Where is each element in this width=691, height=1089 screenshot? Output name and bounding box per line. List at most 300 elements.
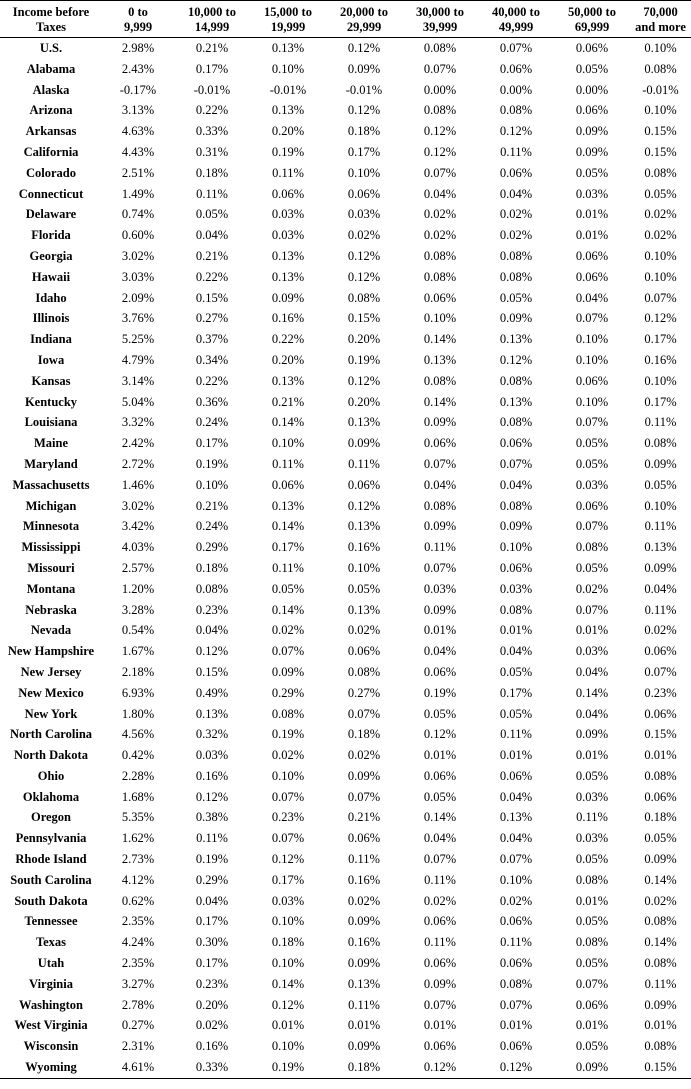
value-cell: 0.07% (423, 852, 457, 867)
value-cell: 0.05% (499, 290, 533, 305)
value-cell: 2.31% (121, 1039, 155, 1054)
value-cell: 0.01% (347, 1018, 381, 1033)
state-name: Connecticut (18, 186, 84, 201)
value-cell: 0.05% (575, 165, 609, 180)
value-cell: 0.15% (644, 124, 677, 139)
value-cell: 0.08% (499, 976, 533, 991)
state-name: Hawaii (31, 269, 71, 284)
value-cell: 1.68% (121, 789, 155, 804)
value-cell: 3.13% (121, 103, 155, 118)
table-row (0, 80, 691, 101)
value-cell: 1.62% (121, 831, 155, 846)
value-cell: 0.07% (499, 997, 533, 1012)
value-cell: 0.04% (644, 581, 677, 596)
value-cell: 0.02% (644, 893, 677, 908)
header-line: 49,999 (498, 20, 534, 34)
value-cell: 0.01% (575, 1018, 609, 1033)
table-row (0, 433, 691, 454)
table-row (0, 849, 691, 870)
value-cell: 0.10% (644, 41, 677, 55)
state-name: Georgia (29, 248, 73, 263)
value-cell: 0.19% (271, 727, 305, 742)
value-cell: 0.10% (644, 103, 677, 118)
value-cell: 0.14% (271, 602, 305, 617)
header-line: 14,999 (194, 20, 230, 34)
value-cell: 0.11% (500, 935, 532, 950)
table-row (0, 911, 691, 932)
state-name: Arizona (29, 103, 73, 118)
value-cell: 0.13% (271, 373, 305, 388)
value-cell: 0.08% (575, 872, 609, 887)
value-cell: 0.10% (644, 248, 677, 263)
header-cell-bracket (326, 1, 402, 38)
value-cell: 0.12% (347, 41, 381, 55)
state-name: Maine (33, 436, 69, 451)
value-cell: 0.14% (423, 332, 457, 347)
value-cell: 0.18% (644, 810, 677, 825)
state-name: Illinois (32, 311, 70, 326)
table-row (0, 870, 691, 891)
value-cell: 0.14% (423, 394, 457, 409)
value-cell: 0.12% (271, 852, 305, 867)
value-cell: 0.22% (195, 269, 229, 284)
value-cell: 0.08% (644, 165, 677, 180)
value-cell: 0.06% (575, 269, 609, 284)
value-cell: 0.03% (271, 207, 305, 222)
table-row (0, 1036, 691, 1057)
value-cell: 0.20% (347, 332, 381, 347)
value-cell: 0.09% (644, 560, 677, 575)
value-cell: 0.09% (644, 852, 677, 867)
table-row (0, 704, 691, 725)
value-cell: 0.09% (499, 519, 533, 534)
value-cell: 0.06% (423, 1039, 457, 1054)
state-name: Kentucky (24, 394, 78, 409)
value-cell: 0.02% (423, 893, 457, 908)
value-cell: 0.54% (121, 623, 155, 638)
value-cell: 0.08% (423, 269, 457, 284)
value-cell: 0.06% (271, 477, 305, 492)
value-cell: 0.11% (500, 727, 532, 742)
value-cell: 0.11% (424, 540, 456, 555)
state-name: Washington (19, 997, 83, 1012)
value-cell: 0.10% (271, 1039, 305, 1054)
value-cell: 0.16% (195, 1039, 229, 1054)
value-cell: 0.27% (121, 1018, 155, 1033)
state-name: U.S. (39, 41, 63, 55)
header-line: 10,000 to (188, 5, 236, 19)
value-cell: 0.02% (271, 748, 305, 763)
value-cell: 0.11% (272, 165, 304, 180)
value-cell: 0.08% (499, 103, 533, 118)
value-cell: -0.01% (193, 82, 231, 97)
value-cell: 0.07% (575, 519, 609, 534)
value-cell: -0.01% (642, 82, 679, 97)
value-cell: 4.24% (121, 935, 155, 950)
value-cell: 0.20% (347, 394, 381, 409)
value-cell: 0.07% (347, 706, 381, 721)
value-cell: 0.06% (423, 914, 457, 929)
value-cell: 0.13% (195, 706, 229, 721)
value-cell: 0.08% (644, 436, 677, 451)
header-line: 0 to (128, 5, 148, 19)
value-cell: 0.12% (423, 144, 457, 159)
value-cell: 0.01% (644, 748, 677, 763)
value-cell: 0.05% (575, 768, 609, 783)
value-cell: 0.05% (575, 1039, 609, 1054)
value-cell: 0.02% (195, 1018, 229, 1033)
value-cell: 0.22% (195, 373, 229, 388)
value-cell: 4.79% (121, 352, 155, 367)
value-cell: 0.13% (644, 540, 677, 555)
value-cell: 0.07% (575, 976, 609, 991)
value-cell: 0.19% (250, 1057, 326, 1078)
value-cell: 0.08% (347, 290, 381, 305)
value-cell: 0.30% (195, 935, 229, 950)
state-name: Montana (26, 581, 76, 596)
value-cell: 2.57% (121, 560, 155, 575)
header-line: 30,000 to (416, 5, 464, 19)
table-row (0, 329, 691, 350)
header-cell-income (0, 1, 102, 38)
value-cell: 0.38% (195, 810, 229, 825)
value-cell: 0.02% (271, 623, 305, 638)
value-cell: 0.06% (499, 768, 533, 783)
value-cell: 0.01% (644, 1018, 677, 1033)
value-cell: 0.12% (347, 103, 381, 118)
value-cell: 2.09% (121, 290, 155, 305)
state-name: Nevada (30, 623, 72, 638)
value-cell: 0.11% (424, 872, 456, 887)
value-cell: 0.10% (644, 269, 677, 284)
value-cell: 0.10% (644, 498, 677, 513)
header-cell-bracket (402, 1, 478, 38)
value-cell: 0.13% (347, 976, 381, 991)
value-cell: 0.23% (644, 685, 677, 700)
value-cell: 0.07% (271, 831, 305, 846)
value-cell: 0.05% (575, 61, 609, 76)
value-cell: 0.08% (499, 415, 533, 430)
table-row (0, 662, 691, 683)
value-cell: 0.08% (644, 1039, 677, 1054)
value-cell: 0.11% (348, 456, 380, 471)
value-cell: 0.05% (575, 914, 609, 929)
value-cell: 0.29% (195, 540, 229, 555)
value-cell: 0.13% (271, 103, 305, 118)
value-cell: 0.42% (121, 748, 155, 763)
value-cell: 0.06% (499, 560, 533, 575)
value-cell: 0.02% (347, 893, 381, 908)
value-cell: 0.02% (644, 623, 677, 638)
state-name: California (23, 144, 79, 159)
value-cell: 1.46% (121, 477, 155, 492)
value-cell: 0.74% (121, 207, 155, 222)
value-cell: 0.16% (347, 540, 381, 555)
value-cell: 0.01% (575, 623, 609, 638)
value-cell: 2.18% (121, 664, 155, 679)
table-body (0, 38, 691, 1079)
header-cell-bracket (174, 1, 250, 38)
value-cell: 0.32% (195, 727, 229, 742)
value-cell: 0.06% (575, 373, 609, 388)
state-name: Wisconsin (23, 1039, 79, 1054)
value-cell: 0.06% (347, 477, 381, 492)
value-cell: 3.27% (121, 976, 155, 991)
table-row (0, 412, 691, 433)
value-cell: 0.17% (195, 436, 229, 451)
value-cell: 0.10% (347, 560, 381, 575)
value-cell: 0.14% (575, 685, 609, 700)
value-cell: 0.02% (499, 893, 533, 908)
table-row (0, 308, 691, 329)
state-name: Pennsylvania (15, 831, 87, 846)
value-cell: 0.10% (499, 872, 533, 887)
value-cell: 0.10% (575, 332, 609, 347)
state-name: Wyoming (0, 1057, 102, 1078)
value-cell: 0.09% (423, 976, 457, 991)
value-cell: 0.19% (195, 456, 229, 471)
value-cell: 2.42% (121, 436, 155, 451)
state-name: Virginia (29, 976, 73, 991)
value-cell: 0.06% (575, 41, 609, 55)
value-cell: 0.20% (195, 997, 229, 1012)
value-cell: 0.09% (423, 415, 457, 430)
value-cell: 0.05% (499, 664, 533, 679)
table-row (0, 496, 691, 517)
value-cell: 0.12% (402, 1057, 478, 1078)
value-cell: 0.11% (644, 519, 677, 534)
value-cell: 0.33% (174, 1057, 250, 1078)
value-cell: 0.11% (196, 186, 228, 201)
value-cell: 0.05% (575, 436, 609, 451)
value-cell: 0.16% (347, 935, 381, 950)
value-cell: 0.09% (575, 727, 609, 742)
value-cell: 0.23% (195, 976, 229, 991)
value-cell: 0.15% (644, 144, 677, 159)
value-cell: 0.16% (271, 311, 305, 326)
value-cell: 0.21% (271, 394, 305, 409)
state-name: New York (24, 706, 78, 721)
header-line: 50,000 to (568, 5, 616, 19)
value-cell: 0.06% (347, 644, 381, 659)
value-cell: 0.11% (272, 456, 304, 471)
state-name: Colorado (26, 165, 76, 180)
value-cell: 0.03% (575, 644, 609, 659)
value-cell: 0.20% (271, 124, 305, 139)
value-cell: 2.35% (121, 956, 155, 971)
value-cell: 0.09% (271, 290, 305, 305)
value-cell: 0.06% (575, 103, 609, 118)
value-cell: 0.13% (499, 332, 533, 347)
value-cell: 0.04% (575, 664, 609, 679)
value-cell: 0.01% (499, 1018, 533, 1033)
value-cell: 0.07% (499, 852, 533, 867)
table-row (0, 537, 691, 558)
value-cell: 0.06% (347, 186, 381, 201)
table-row (0, 392, 691, 413)
value-cell: 0.06% (271, 186, 305, 201)
value-cell: 0.06% (499, 956, 533, 971)
value-cell: 0.01% (423, 748, 457, 763)
value-cell: 0.06% (347, 831, 381, 846)
value-cell: 0.15% (644, 727, 677, 742)
value-cell: 0.09% (347, 436, 381, 451)
value-cell: 0.07% (423, 165, 457, 180)
header-line: 15,000 to (264, 5, 312, 19)
table-row (0, 932, 691, 953)
value-cell: 0.04% (499, 477, 533, 492)
value-cell: 0.04% (499, 644, 533, 659)
value-cell: 0.10% (347, 165, 381, 180)
value-cell: 0.01% (423, 1018, 457, 1033)
value-cell: 0.17% (195, 914, 229, 929)
value-cell: 0.09% (554, 1057, 630, 1078)
value-cell: 0.03% (271, 228, 305, 243)
state-name: Alabama (26, 61, 76, 76)
table-row (0, 100, 691, 121)
value-cell: 0.08% (347, 664, 381, 679)
value-cell: 0.21% (195, 248, 229, 263)
value-cell: 0.14% (271, 976, 305, 991)
table-row (0, 683, 691, 704)
value-cell: 0.14% (271, 415, 305, 430)
value-cell: 0.10% (423, 311, 457, 326)
value-cell: 3.76% (121, 311, 155, 326)
table-row (0, 600, 691, 621)
value-cell: 0.12% (347, 269, 381, 284)
value-cell: 0.08% (271, 706, 305, 721)
value-cell: 0.02% (423, 207, 457, 222)
value-cell: 0.12% (499, 352, 533, 367)
header-cell-bracket (102, 1, 174, 38)
value-cell: 0.06% (423, 664, 457, 679)
value-cell: 0.06% (644, 644, 677, 659)
value-cell: 0.01% (423, 623, 457, 638)
state-name: South Carolina (10, 872, 92, 887)
value-cell: 1.20% (121, 581, 155, 596)
value-cell: 0.15% (630, 1057, 691, 1078)
value-cell: 0.17% (271, 872, 305, 887)
value-cell: 0.04% (195, 623, 229, 638)
value-cell: 0.08% (499, 269, 533, 284)
value-cell: 0.07% (499, 456, 533, 471)
value-cell: 0.05% (644, 477, 677, 492)
value-cell: 0.11% (500, 144, 532, 159)
value-cell: 1.80% (121, 706, 155, 721)
value-cell: 0.21% (347, 810, 381, 825)
table-row (0, 579, 691, 600)
value-cell: 0.04% (195, 893, 229, 908)
value-cell: 0.19% (271, 144, 305, 159)
value-cell: 0.19% (347, 352, 381, 367)
value-cell: 0.01% (575, 748, 609, 763)
value-cell: 0.09% (423, 602, 457, 617)
header-line: 9,999 (123, 20, 153, 34)
value-cell: 0.22% (195, 103, 229, 118)
value-cell: 0.10% (644, 373, 677, 388)
value-cell: 0.03% (347, 207, 381, 222)
value-cell: -0.01% (269, 82, 307, 97)
value-cell: 0.12% (499, 124, 533, 139)
state-name: New Mexico (18, 685, 84, 700)
value-cell: 0.02% (347, 748, 381, 763)
value-cell: 0.07% (347, 789, 381, 804)
state-name: West Virginia (14, 1018, 88, 1033)
value-cell: 0.19% (195, 852, 229, 867)
value-cell: 0.04% (499, 186, 533, 201)
state-name: Idaho (35, 290, 67, 305)
table-row (0, 1057, 691, 1078)
value-cell: 0.18% (195, 560, 229, 575)
value-cell: 2.35% (121, 914, 155, 929)
value-cell: 0.03% (271, 893, 305, 908)
value-cell: 0.29% (271, 685, 305, 700)
value-cell: 0.02% (347, 623, 381, 638)
value-cell: 0.08% (423, 373, 457, 388)
value-cell: 0.23% (271, 810, 305, 825)
state-name: South Dakota (14, 893, 88, 908)
table-row (0, 59, 691, 80)
value-cell: 0.05% (575, 852, 609, 867)
value-cell: 0.17% (195, 61, 229, 76)
value-cell: 0.08% (423, 498, 457, 513)
header-row (0, 1, 691, 38)
value-cell: 2.73% (121, 852, 155, 867)
table-row (0, 246, 691, 267)
value-cell: 0.07% (423, 456, 457, 471)
value-cell: 0.06% (499, 1039, 533, 1054)
value-cell: 0.12% (423, 727, 457, 742)
value-cell: 0.08% (423, 248, 457, 263)
table-row (0, 641, 691, 662)
value-cell: 0.07% (423, 61, 457, 76)
state-name: North Dakota (14, 748, 88, 763)
value-cell: 0.09% (347, 61, 381, 76)
value-cell: 0.13% (271, 269, 305, 284)
value-cell: 0.22% (271, 332, 305, 347)
table-row (0, 807, 691, 828)
value-cell: 0.07% (575, 311, 609, 326)
value-cell: 0.60% (121, 228, 155, 243)
state-name: Louisiana (24, 415, 78, 430)
state-name: Utah (37, 956, 65, 971)
value-cell: 0.08% (499, 602, 533, 617)
value-cell: 0.08% (575, 540, 609, 555)
value-cell: 0.31% (195, 144, 229, 159)
value-cell: 4.12% (121, 872, 155, 887)
value-cell: 0.18% (347, 727, 381, 742)
value-cell: 0.07% (271, 644, 305, 659)
table-row (0, 204, 691, 225)
value-cell: 0.08% (423, 103, 457, 118)
table-row (0, 454, 691, 475)
table-row (0, 558, 691, 579)
value-cell: 0.05% (499, 706, 533, 721)
value-cell: 0.07% (499, 41, 533, 55)
state-name: Oklahoma (22, 789, 80, 804)
value-cell: 0.16% (347, 872, 381, 887)
table-header (0, 1, 691, 38)
value-cell: 0.06% (423, 768, 457, 783)
value-cell: 1.67% (121, 644, 155, 659)
value-cell: 0.06% (423, 956, 457, 971)
value-cell: 0.11% (424, 935, 456, 950)
header-line: 40,000 to (492, 5, 540, 19)
header-line: 19,999 (270, 20, 306, 34)
state-name: Massachusetts (12, 477, 90, 492)
value-cell: 0.14% (644, 935, 677, 950)
value-cell: 0.06% (644, 706, 677, 721)
